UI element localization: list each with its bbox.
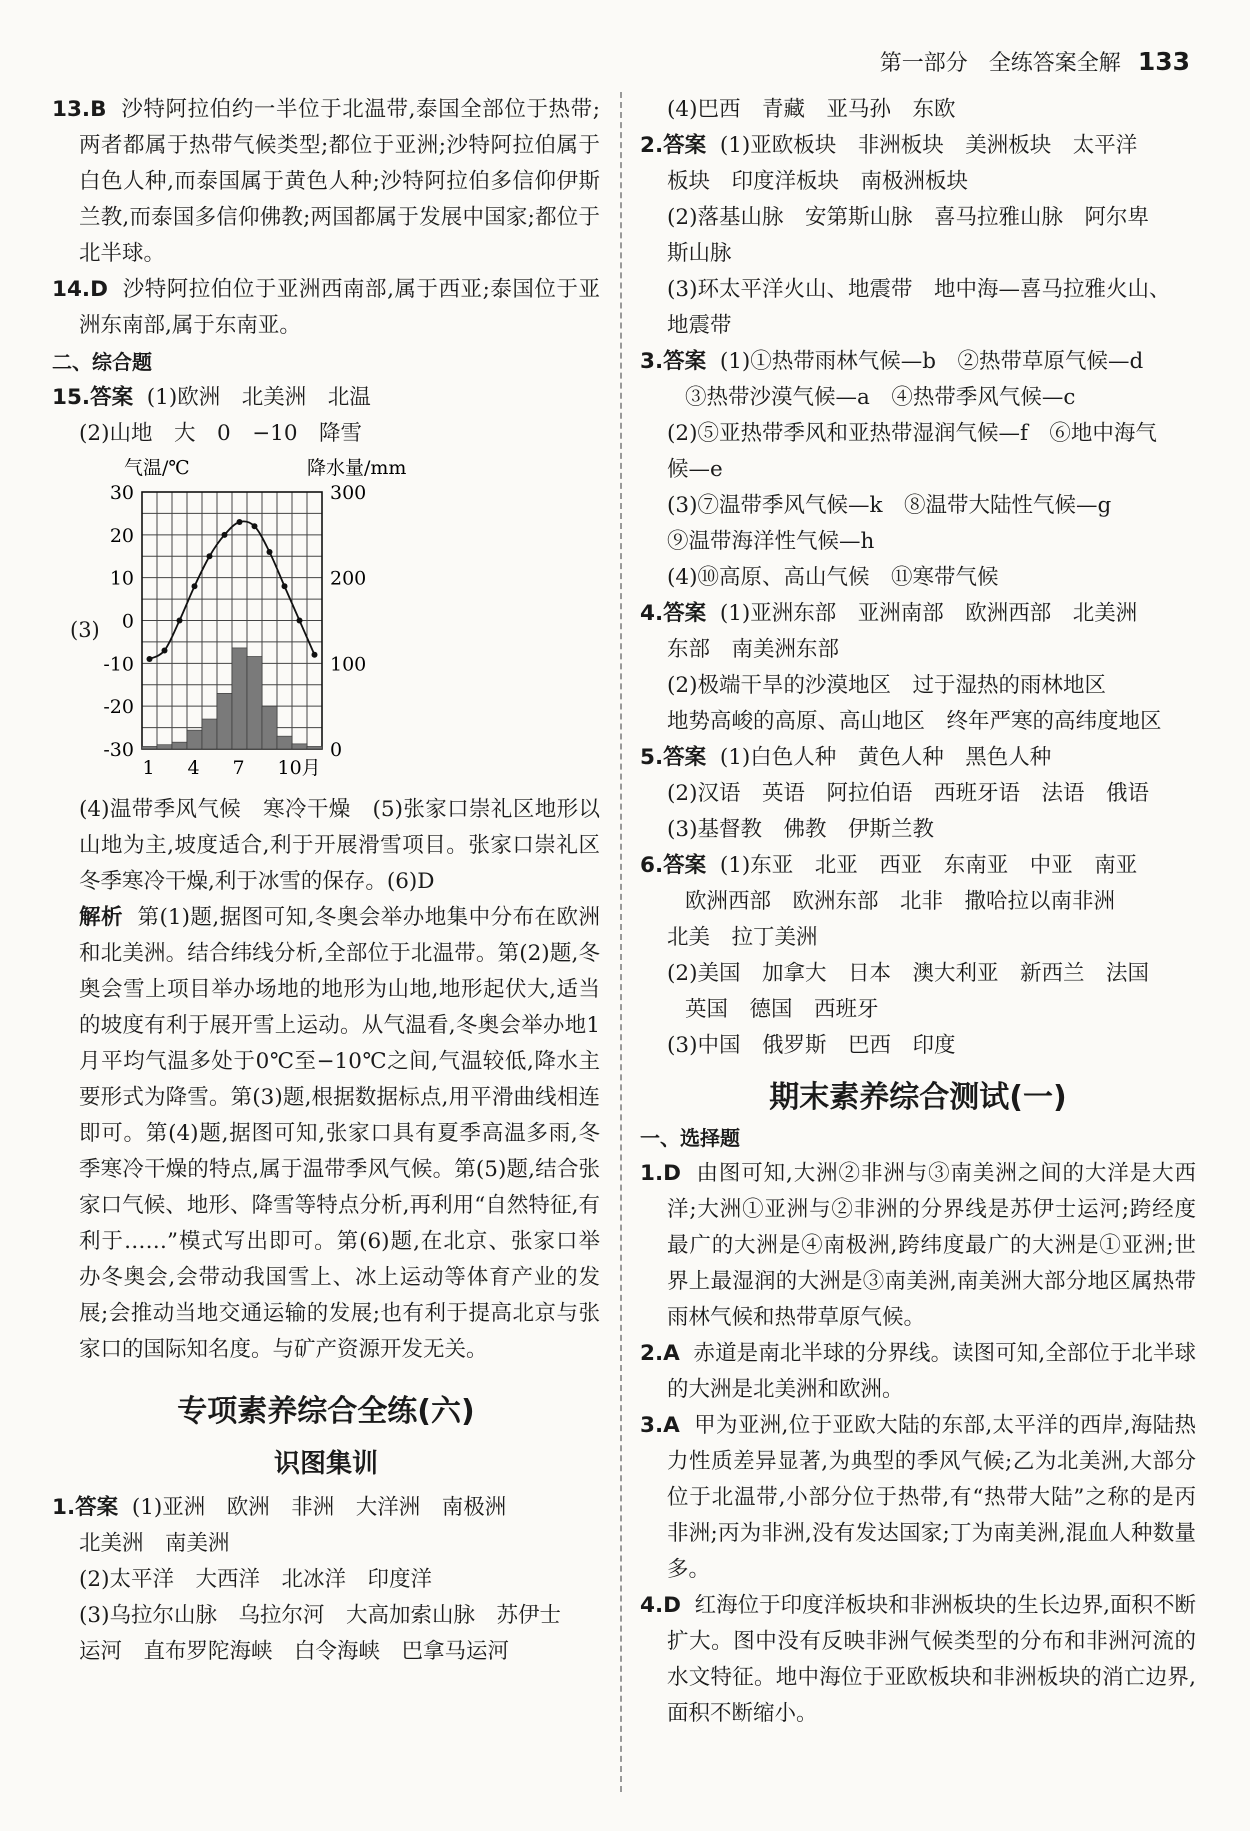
- precipitation-bar: [247, 656, 262, 749]
- temperature-point: [252, 523, 258, 529]
- precipitation-bar: [277, 736, 292, 749]
- temp-tick-label: 20: [109, 524, 134, 547]
- temperature-point: [312, 652, 318, 658]
- map-answer-5-line2: (2)汉语 英语 阿拉伯语 西班牙语 法语 俄语: [667, 781, 1149, 806]
- precipitation-bar: [142, 746, 157, 749]
- temp-tick-label: -10: [103, 653, 134, 676]
- temperature-point: [237, 519, 243, 525]
- right-axis-label: 降水量/mm: [307, 457, 407, 479]
- precipitation-bar: [292, 744, 307, 749]
- temperature-point: [192, 583, 198, 589]
- map-answer-6-line5: 英国 德国 西班牙: [685, 997, 879, 1022]
- temperature-point: [162, 647, 168, 653]
- right-column: [640, 92, 1196, 1732]
- temp-tick-label: 30: [109, 482, 134, 504]
- map-answer-3-line1: 3.答案 (1)①热带雨林气候—b ②热带草原气候—d: [640, 349, 1144, 374]
- analysis: 解析 第(1)题,据图可知,冬奥会举办地集中分布在欧洲和北美洲。结合纬线分析,全部位于北温带。第(2)题,冬奥会雪上项目举办场地的地形为山地,地形起伏大,适当的坡度有利于展开雪上运动。从气温看,冬奥会举办地1月平均气温多处于0℃至−10℃之间,气温较低,降水主要形式为降雪。第(3)题,根据数据标点,用平滑曲线相连即可。第(4)题,据图可知,张家口具有夏季高温多雨,冬季寒冷干燥的特点,属于温带季风气候。第(5)题,结合张家口气候、地形、降雪等特点分析,再利用“自然特征,有利于……”模式写出即可。第(6)题,在北京、张家口举办冬奥会,会带动我国雪上、冰上运动等体育产业的发展;会推动当地交通运输的发展;也有利于提高北京与张家口的国际知名度。与矿产资源开发无关。: [79, 905, 600, 1362]
- map-answer-4-line1: 4.答案 (1)亚洲东部 亚洲南部 欧洲西部 北美洲: [640, 601, 1138, 626]
- map-answer-2-line1: 2.答案 (1)亚欧板块 非洲板块 美洲板块 太平洋: [640, 133, 1138, 158]
- answer-15-line4: (4)温带季风气候 寒冷干燥 (5)张家口崇礼区地形以山地为主,坡度适合,利于开展滑雪项目。张家口崇礼区冬季寒冷干燥,利于冰雪的保存。(6)D: [79, 797, 600, 894]
- page-header: [880, 46, 1190, 77]
- column-divider: [620, 92, 622, 1792]
- final-test-title: 期末素养综合测试(一): [769, 1080, 1067, 1115]
- header-subtitle: 全练答案全解: [988, 51, 1121, 76]
- precipitation-bar: [172, 742, 187, 749]
- temperature-point: [267, 549, 273, 555]
- map-answer-3-line4: 候—e: [667, 457, 723, 482]
- answer-15-line2: (2)山地 大 0 −10 降雪: [79, 421, 363, 446]
- section-heading: 二、综合题: [52, 350, 152, 374]
- precip-tick-label: 200: [330, 567, 367, 590]
- final-answer-1: 1.D 由图可知,大洲②非洲与③南美洲之间的大洋是大西洋;大洲①亚洲与②非洲的分界线是苏伊士运河;跨经度最广的大洲是④南极洲,跨纬度最广的大洲是①亚洲;世界上最湿润的大洲是③南美洲,南美洲大部分地区属热带雨林气候和热带草原气候。: [640, 1161, 1196, 1330]
- precipitation-bar: [262, 706, 277, 749]
- map-answer-5-line1: 5.答案 (1)白色人种 黄色人种 黑色人种: [640, 745, 1052, 770]
- temperature-point: [177, 618, 183, 624]
- temperature-point: [222, 532, 228, 538]
- map-answer-1-line2: 北美洲 南美洲: [79, 1531, 230, 1556]
- temperature-point: [282, 583, 288, 589]
- map-answer-2-line3: (2)落基山脉 安第斯山脉 喜马拉雅山脉 阿尔卑: [667, 205, 1149, 230]
- climate-chart: [52, 452, 600, 792]
- left-column: [52, 92, 600, 1670]
- map-answer-4-line4: 地势高峻的高原、高山地区 终年严寒的高纬度地区: [667, 709, 1162, 734]
- chart-item-label: (3): [70, 618, 100, 642]
- map-answer-1-line5: 运河 直布罗陀海峡 白令海峡 巴拿马运河: [79, 1639, 510, 1664]
- map-answer-1-line4: (3)乌拉尔山脉 乌拉尔河 大高加索山脉 苏伊士: [79, 1603, 561, 1628]
- month-tick-label: 1: [142, 757, 155, 779]
- precipitation-bar: [157, 745, 172, 749]
- map-answer-2-line6: 地震带: [667, 313, 732, 338]
- choice-section-heading: 一、选择题: [640, 1126, 740, 1150]
- final-answer-2: 2.A 赤道是南北半球的分界线。读图可知,全部位于北半球的大洲是北美洲和欧洲。: [640, 1341, 1196, 1402]
- map-answer-2-line4: 斯山脉: [667, 241, 732, 266]
- temperature-point: [207, 553, 213, 559]
- special-practice-title: 专项素养综合全练(六): [177, 1394, 475, 1429]
- map-answer-4-line2: 东部 南美洲东部: [667, 637, 840, 662]
- answer-13: 13.B 沙特阿拉伯约一半位于北温带,泰国全部位于热带;两者都属于热带气候类型;都位于亚洲;沙特阿拉伯属于白色人种,而泰国属于黄色人种;沙特阿拉伯多信仰伊斯兰教,而泰国多信仰佛教;两国都属于发展中国家;都位于北半球。: [52, 97, 600, 266]
- map-answer-1-line6: (4)巴西 青藏 亚马孙 东欧: [667, 97, 956, 122]
- precipitation-bar: [202, 719, 217, 749]
- precipitation-bar: [187, 730, 202, 749]
- answer-14: 14.D 沙特阿拉伯位于亚洲西南部,属于西亚;泰国位于亚洲东南部,属于东南亚。: [52, 277, 600, 338]
- precip-tick-label: 0: [330, 739, 343, 761]
- precip-tick-label: 100: [330, 653, 367, 676]
- page-number: 133: [1137, 47, 1190, 76]
- map-answer-5-line3: (3)基督教 佛教 伊斯兰教: [667, 817, 934, 842]
- map-answer-2-line2: 板块 印度洋板块 南极洲板块: [667, 169, 969, 194]
- header-section: 第一部分: [879, 51, 968, 76]
- temp-tick-label: -30: [103, 739, 134, 761]
- temp-tick-label: 0: [121, 610, 134, 633]
- precipitation-bar: [217, 693, 232, 749]
- climate-chart-svg: [52, 452, 600, 792]
- map-answer-6-line4: (2)美国 加拿大 日本 澳大利亚 新西兰 法国: [667, 961, 1149, 986]
- map-answer-6-line2: 欧洲西部 欧洲东部 北非 撒哈拉以南非洲: [685, 889, 1116, 914]
- map-answer-1-line3: (2)太平洋 大西洋 北冰洋 印度洋: [79, 1567, 432, 1592]
- map-answer-3-line5: (3)⑦温带季风气候—k ⑧温带大陆性气候—g: [667, 493, 1112, 518]
- map-answer-1-line1: 1.答案 (1)亚洲 欧洲 非洲 大洋洲 南极洲: [52, 1495, 507, 1520]
- precip-tick-label: 300: [330, 482, 367, 504]
- precipitation-bar: [307, 746, 322, 749]
- map-answer-6-line1: 6.答案 (1)东亚 北亚 西亚 东南亚 中亚 南亚: [640, 853, 1138, 878]
- map-answer-2-line5: (3)环太平洋火山、地震带 地中海—喜马拉雅火山、: [667, 277, 1171, 302]
- map-answer-3-line6: ⑨温带海洋性气候—h: [667, 529, 875, 554]
- map-answer-3-line3: (2)⑤亚热带季风和亚热带湿润气候—f ⑥地中海气: [667, 421, 1157, 446]
- temperature-point: [297, 618, 303, 624]
- final-answer-4: 4.D 红海位于印度洋板块和非洲板块的生长边界,面积不断扩大。图中没有反映非洲气候类型的分布和非洲河流的水文特征。地中海位于亚欧板块和非洲板块的消亡边界,面积不断缩小。: [640, 1593, 1196, 1726]
- left-axis-label: 气温/℃: [124, 457, 190, 479]
- final-answer-3: 3.A 甲为亚洲,位于亚欧大陆的东部,太平洋的西岸,海陆热力性质差异显著,为典型的季风气候;乙为北美洲,大部分位于北温带,小部分位于热带,有“热带大陆”之称的是丙非洲;丙为非洲,没有发达国家;丁为南美洲,混血人种数量多。: [640, 1413, 1196, 1582]
- precipitation-bar: [232, 648, 247, 749]
- map-answer-6-line6: (3)中国 俄罗斯 巴西 印度: [667, 1033, 956, 1058]
- map-answer-6-line3: 北美 拉丁美洲: [667, 925, 818, 950]
- answer-15-line1: 15.答案 (1)欧洲 北美洲 北温: [52, 385, 371, 410]
- month-tick-label: 7: [232, 757, 245, 779]
- map-answer-4-line3: (2)极端干旱的沙漠地区 过于湿热的雨林地区: [667, 673, 1106, 698]
- month-tick-label: 4: [187, 757, 200, 779]
- temperature-point: [147, 656, 153, 662]
- map-answer-3-line7: (4)⑩高原、高山气候 ⑪寒带气候: [667, 565, 999, 590]
- map-answer-3-line2: ③热带沙漠气候—a ④热带季风气候—c: [685, 385, 1076, 410]
- temp-tick-label: -20: [103, 696, 134, 719]
- map-practice-subtitle: 识图集训: [273, 1449, 378, 1479]
- temp-tick-label: 10: [109, 567, 134, 590]
- month-tick-label: 10月: [277, 757, 321, 779]
